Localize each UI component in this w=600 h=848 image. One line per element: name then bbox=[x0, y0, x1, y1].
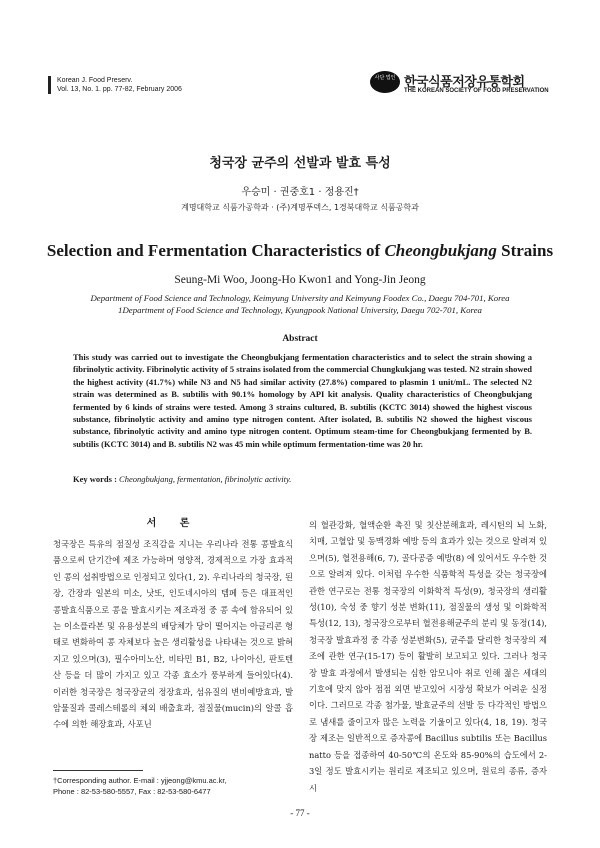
korean-affiliation: 계명대학교 식품가공학과 · (주)계명푸덱스, 1경북대학교 식품공학과 bbox=[181, 203, 419, 212]
english-affiliation bbox=[0, 292, 600, 316]
keywords bbox=[73, 474, 532, 484]
english-affiliation-line2: 1Department of Food Science and Technology, Kyungpook National University, Daegu 702-701, Korea bbox=[118, 305, 482, 315]
keywords-value: Cheongbukjang, fermentation, fibrinolytic activity. bbox=[119, 474, 292, 484]
abstract-heading: Abstract bbox=[282, 334, 318, 344]
society-korean-name: 한국식품저장유통학회 bbox=[404, 75, 525, 90]
society-logo-icon: 사단 법인 bbox=[370, 71, 400, 93]
journal-citation bbox=[48, 76, 268, 94]
body-left-column: 청국장은 특유의 점질성 조직감을 지니는 우리나라 전통 콩발효식품으로써 단기간에 제조 가능하며 영양적, 경제적으로 가장 효과적인 콩의 섭취방법으로 인정되고 있다(1, 2). 우리나라의 청국장, 된장, 간장과 일본의 미소, 낫또, 인도네시아의 템페 등은 대표적인 콩발효식품으로 콩을 발효시키는 제조과정 중 콩 속에 함유되어 있는 이소플라본 및 유용성분의 배당체가 당이 떨어지는 아글리콘 형태로 변화하여 콩 자체보다 높은 생리활성을 나타내는 것으로 밝혀지고 있으며(3), 필수아미노산, 비타민 B1, B2, 나이아신, 판토텐산 등을 더 많이 가지고 있고 각종 효소가 풍부하게 들어있다(4). 이러한 청국장은 청국장균의 정장효과, 섬유질의 변비예방효과, 발암물질과 콜레스테롤의 체외 배출효과, 점질물(mucin)의 알콜 흡수에 의한 해장효과, 사포닌 bbox=[53, 539, 293, 730]
body-right-column: 의 혈관강화, 혈액순환 촉진 및 칫산분해효과, 레시틴의 뇌 노화, 치매, 고혈압 및 동맥경화 예방 등의 효과가 있는 것으로 알려져 있으며(5), 혈전용해(6, 7), 골다공증 예방(8) 에 있어서도 우수한 것으로 알려져 있다. 이처럼 우수한 식품학적 특성을 갖는 청국장에 관한 연구로는 전통 청국장의 이화학적 특성(9), 청국장의 생리활성(10), 숙성 중 향기 성분 변화(11), 점질물의 생성 및 이화학적 특성(12, 13), 청국장으로부터 혈전용해균주의 분리 및 동정(14), 청국장 발효과정 중 각종 성분변화(5), 균주를 달리한 청국장의 제조에 관한 연구(15-17) 등이 활발히 보고되고 있다. 그러나 청국장 발효 과정에서 발생되는 심한 암모니아 취로 인해 젊은 세대의 기호에 맞지 않아 점점 외면 받고있어 시장성 확보가 어려운 실정이다. 그러므로 각종 첨가물, 발효균주의 선발 등 다각적인 방법으로 냄새를 줄이고자 많은 노력을 기울이고 있다(4, 18, 19). 청국장 제조는 일반적으로 증자콩에 Bacillus subtilis 또는 Bacillus natto 등을 접종하여 40-50℃의 온도와 85-90%의 습도에서 2-3일 정도 발효시키는 원리로 제조되고 있으며, 원료의 종류, 증자시 bbox=[309, 520, 547, 793]
english-affiliation-line1: Department of Food Science and Technology, Keimyung University and Keimyung Foodex Co., Daegu 704-701, Korea bbox=[90, 293, 510, 303]
english-authors: Seung-Mi Woo, Joong-Ho Kwon1 and Yong-Jin Jeong bbox=[174, 274, 426, 286]
society-banner bbox=[370, 70, 562, 100]
korean-title: 청국장 균주의 선발과 발효 특성 bbox=[209, 156, 391, 171]
english-title-prefix: Selection and Fermentation Characteristics of bbox=[46, 241, 385, 260]
english-title bbox=[0, 241, 600, 261]
section-heading-introduction: 서 론 bbox=[146, 518, 200, 529]
page-number: - 77 - bbox=[290, 808, 310, 818]
footnote-divider bbox=[53, 770, 143, 771]
society-english-name: THE KOREAN SOCIETY OF FOOD PRESERVATION bbox=[404, 88, 549, 94]
korean-authors: 우승미 · 권중호1 · 정용진† bbox=[241, 187, 359, 198]
keywords-label: Key words : bbox=[73, 474, 117, 484]
english-title-italic: Cheongbukjang bbox=[384, 241, 497, 260]
footnote bbox=[53, 775, 298, 797]
journal-volume: Vol. 13, No. 1. pp. 77-82, February 2006 bbox=[57, 86, 182, 93]
footnote-email: †Corresponding author. E-mail : yjjeong@kmu.ac.kr, bbox=[53, 776, 227, 785]
abstract-text: This study was carried out to investigate the Cheongbukjang fermentation characteristics and to select the strain showing a fibrinolytic activity. Fibrinolytic activity of 5 strains isolated from the commercial Chungkukjang was tested. N2 strain showed the highest activity (41.7%) while N3 and N5 had similar activity (27.8%) compared to plasmin 1 unit/mL. The selected N2 strain was determined as B. subtilis with 90.1% homology by API kit analysis. Quality characteristics of Cheongbukjang fermented by 6 kinds of strains were tested. Among 3 strains cultured, B. subtilis (KCTC 3014) showed the highest viscous substance, fibrinolytic activity and amino type nitrogen content. After isolated, B. subtilis N2 showed the highest viscous substance, fibrinolytic activity and amino type nitrogen content. Optimum steam-time for Cheongbukjang fermented by B. subtilis (KCTC 3014) and B. subtilis N2 was 45 min while optimum fermentation-time was 20 hr. bbox=[73, 352, 532, 449]
english-title-suffix: Strains bbox=[496, 241, 554, 260]
footnote-phone: Phone : 82-53-580-5557, Fax : 82-53-580-6477 bbox=[53, 787, 211, 796]
journal-name: Korean J. Food Preserv. bbox=[57, 77, 133, 84]
